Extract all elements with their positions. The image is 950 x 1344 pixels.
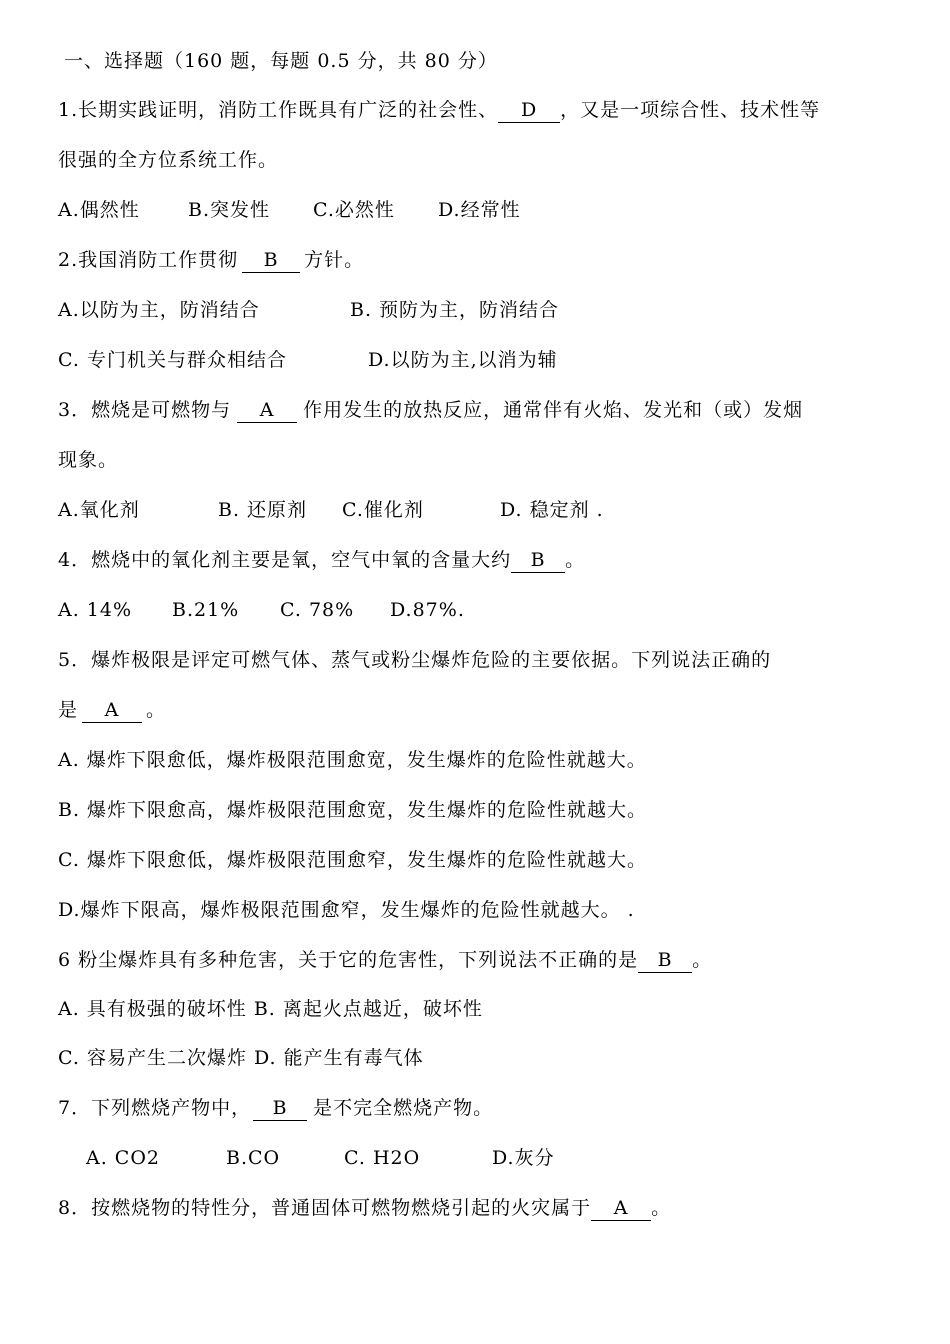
option-c: C.必然性 — [313, 199, 395, 221]
option-a: A. 爆炸下限愈低，爆炸极限范围愈宽，发生爆炸的危险性就越大。 — [58, 749, 647, 771]
question-3-text-after: 作用发生的放热反应，通常伴有火焰、发光和（或）发烟 — [303, 399, 804, 421]
question-8 — [58, 1195, 910, 1221]
question-5-continued — [58, 697, 910, 723]
question-3-answer: A — [237, 398, 297, 423]
option-b: B. 还原剂 — [218, 499, 308, 521]
question-4-text-after: 。 — [565, 549, 586, 571]
option-b: B.突发性 — [188, 199, 271, 221]
option-b: B. 爆炸下限愈高，爆炸极限范围愈宽，发生爆炸的危险性就越大。 — [58, 799, 648, 821]
option-b: B. 预防为主，防消结合 — [350, 299, 560, 321]
option-c: C. H2O — [344, 1147, 421, 1169]
question-8-text-after: 。 — [651, 1197, 672, 1219]
question-5-text: 是 — [58, 699, 79, 721]
question-3-text: 3．燃烧是可燃物与 — [58, 399, 232, 421]
option-b: B.21% — [172, 599, 240, 621]
question-3 — [58, 397, 910, 423]
option-b: B.CO — [226, 1147, 281, 1169]
question-6-text-after: 。 — [692, 949, 713, 971]
option-a: A.偶然性 — [58, 199, 140, 221]
question-5-text-after: 。 — [146, 699, 167, 721]
question-2-options-row-1 — [58, 297, 910, 323]
question-4-options — [58, 597, 910, 623]
question-7-options — [86, 1145, 910, 1171]
question-3-options — [58, 497, 910, 523]
question-7-text-after: 是不完全燃烧产物。 — [313, 1097, 494, 1119]
question-5: 5．爆炸极限是评定可燃气体、蒸气或粉尘爆炸危险的主要依据。下列说法正确的 — [58, 649, 772, 671]
option-c: C. 专门机关与群众相结合 — [58, 349, 287, 371]
question-1-text-after: ，又是一项综合性、技术性等 — [560, 99, 821, 121]
question-2-text: 2.我国消防工作贯彻 — [58, 249, 239, 271]
question-2-text-after: 方针。 — [304, 249, 365, 271]
option-a: A.以防为主，防消结合 — [58, 299, 260, 321]
option-c: C. 爆炸下限愈低，爆炸极限范围愈窄，发生爆炸的危险性就越大。 — [58, 849, 647, 871]
question-7 — [58, 1095, 910, 1121]
question-4-text: 4．燃烧中的氧化剂主要是氧，空气中氧的含量大约 — [58, 549, 512, 571]
question-2-answer: B — [242, 248, 300, 273]
option-a: A. CO2 — [86, 1147, 161, 1169]
question-1-continued: 很强的全方位系统工作。 — [58, 149, 279, 171]
question-6 — [58, 947, 910, 973]
question-5-answer: A — [82, 698, 142, 723]
question-2-options-row-2 — [58, 347, 910, 373]
question-3-continued: 现象。 — [58, 449, 119, 471]
question-4-answer: B — [511, 548, 565, 573]
question-1-answer: D — [498, 98, 560, 123]
question-1-options — [58, 197, 910, 223]
option-d: D.以防为主,以消为辅 — [368, 349, 558, 371]
question-6-options-row-2: C. 容易产生二次爆炸 D. 能产生有毒气体 — [58, 1047, 424, 1069]
section-heading: 一、选择题（160 题，每题 0.5 分，共 80 分） — [64, 50, 498, 72]
question-6-options-row-1: A. 具有极强的破坏性 B. 离起火点越近，破坏性 — [58, 998, 483, 1020]
question-2 — [58, 247, 910, 273]
option-d: D. 稳定剂 . — [500, 499, 604, 521]
option-c: C. 78% — [280, 599, 355, 621]
question-8-answer: A — [591, 1196, 651, 1221]
option-d: D.经常性 — [438, 199, 521, 221]
option-c: C.催化剂 — [342, 499, 424, 521]
question-7-text: 7．下列燃烧产物中， — [58, 1097, 252, 1119]
question-7-answer: B — [253, 1096, 307, 1121]
option-d: D.爆炸下限高，爆炸极限范围愈窄，发生爆炸的危险性就越大。 . — [58, 899, 635, 921]
question-4 — [58, 547, 910, 573]
question-1 — [58, 97, 910, 123]
option-d: D.87%. — [390, 599, 465, 621]
option-a: A.氧化剂 — [58, 499, 140, 521]
question-6-answer: B — [638, 948, 692, 973]
option-d: D.灰分 — [492, 1147, 555, 1169]
question-6-text: 6 粉尘爆炸具有多种危害，关于它的危害性，下列说法不正确的是 — [58, 949, 639, 971]
option-a: A. 14% — [58, 599, 133, 621]
question-8-text: 8．按燃烧物的特性分，普通固体可燃物燃烧引起的火灾属于 — [58, 1197, 592, 1219]
question-1-text: 1.长期实践证明，消防工作既具有广泛的社会性、 — [58, 99, 499, 121]
